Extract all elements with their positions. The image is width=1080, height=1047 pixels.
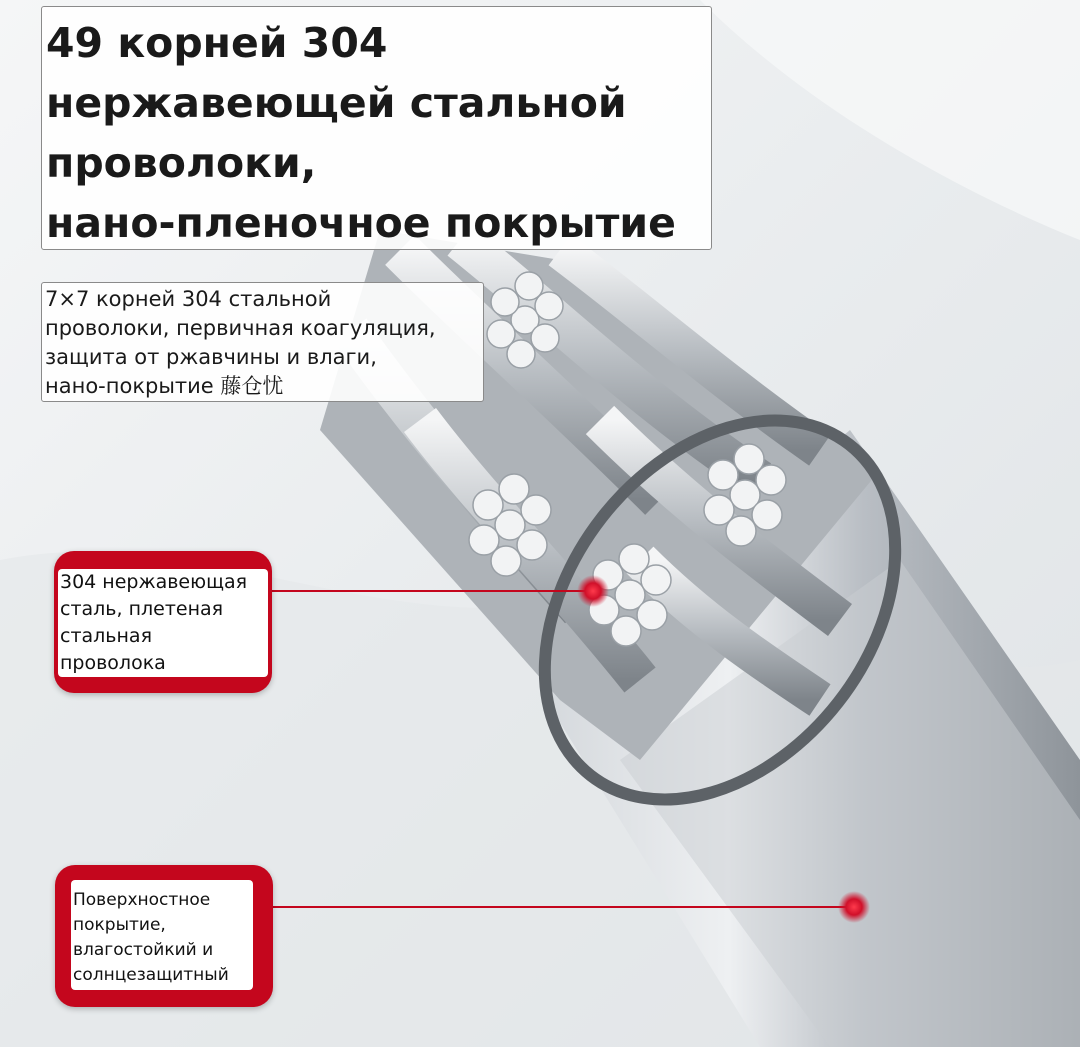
- callout-top-line: стальная: [60, 625, 152, 647]
- callout-top-line: сталь, плетеная: [60, 598, 224, 620]
- title-line: нержавеющей стальной: [46, 79, 627, 127]
- callout-top-panel: [58, 569, 268, 677]
- subtitle-line: 7×7 корней 304 стальной: [45, 287, 332, 311]
- callout-bottom-line: Поверхностное: [73, 890, 211, 910]
- title-line: нано-пленочное покрытие: [46, 199, 676, 247]
- title-box: [41, 6, 712, 250]
- callout-bottom-dot: [838, 891, 870, 923]
- callout-top: [54, 551, 272, 693]
- subtitle-line: проволоки, первичная коагуляция,: [45, 316, 436, 340]
- callout-top-dot: [577, 575, 609, 607]
- title-line: проволоки,: [46, 139, 317, 187]
- callout-bottom-line: покрытие,: [73, 915, 166, 935]
- callout-bottom-line: влагостойкий и: [73, 940, 214, 960]
- callout-bottom-line: солнцезащитный: [73, 965, 229, 985]
- subtitle-line: защита от ржавчины и влаги,: [45, 345, 377, 369]
- callout-bottom-panel: [71, 880, 253, 990]
- callout-top-line: 304 нержавеющая: [60, 571, 248, 593]
- subtitle-line: нано-покрытие 藤仓忧: [45, 374, 284, 398]
- subtitle-box: [41, 282, 484, 402]
- title-line: 49 корней 304: [46, 19, 388, 67]
- callout-top-line: проволока: [60, 652, 166, 674]
- callout-bottom: [55, 865, 273, 1007]
